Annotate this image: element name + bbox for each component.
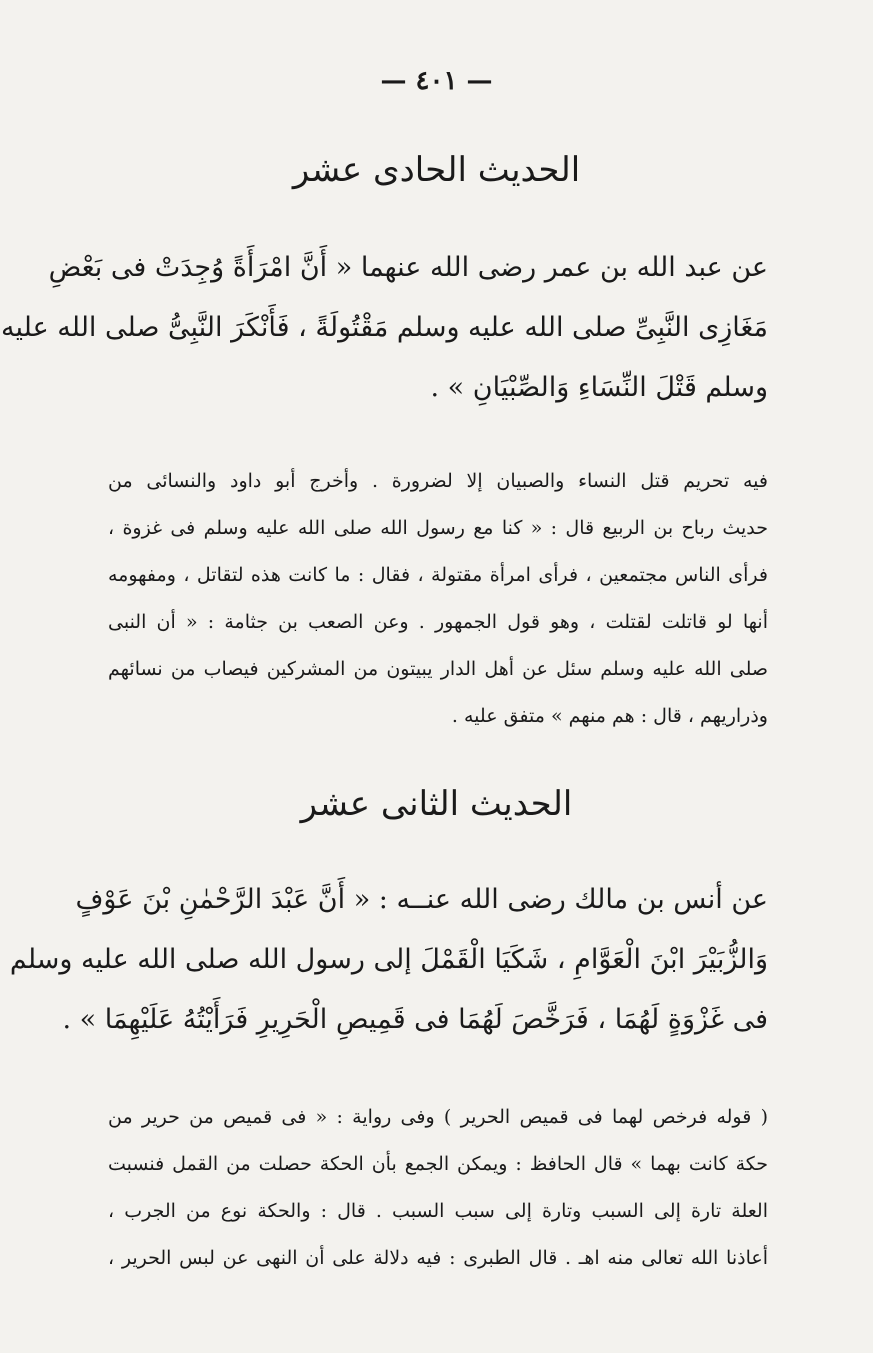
commentary-line: فيه تحريم قتل النساء والصبيان إلا لضرورة . وأخرج أبو داود والنسائى من <box>108 470 768 492</box>
commentary-12 <box>108 1094 768 1282</box>
commentary-line: أنها لو قاتلت لقتلت ، وهو قول الجمهور . وعن الصعب بن جثامة : « أن النبى <box>108 611 768 633</box>
hadith-text-11 <box>1 238 768 418</box>
hadith-text-12 <box>9 870 768 1050</box>
commentary-line: صلى الله عليه وسلم سئل عن أهل الدار يبيتون من المشركين فيصاب من نسائهم <box>108 658 768 680</box>
commentary-11 <box>108 458 768 740</box>
commentary-line: وذراريهم ، قال : هم منهم » متفق عليه . <box>451 705 768 727</box>
section-heading-hadith-12: الحديث الثانى عشر <box>300 784 573 824</box>
commentary-line: أعاذنا الله تعالى منه اهـ . قال الطبرى : فيه دلالة على أن النهى عن لبس الحرير ، <box>108 1247 768 1269</box>
hadith-line: عن عبد الله بن عمر رضى الله عنهما « أَنَّ امْرَأَةً وُجِدَتْ فى بَعْضِ <box>48 252 768 283</box>
commentary-line: حكة كانت بهما » قال الحافظ : ويمكن الجمع بأن الحكة حصلت من القمل فنسبت <box>108 1153 768 1175</box>
commentary-line: العلة تارة إلى السبب وتارة إلى سبب السبب . قال : والحكة نوع من الجرب ، <box>108 1200 768 1222</box>
page-number: — ٤٠١ — <box>380 66 493 96</box>
hadith-line: عن أنس بن مالك رضى الله عنــه : « أَنَّ عَبْدَ الرَّحْمٰنِ بْنَ عَوْفٍ <box>75 884 768 915</box>
hadith-line: وَالزُّبَيْرَ ابْنَ الْعَوَّامِ ، شَكَيَا الْقَمْلَ إلى رسول الله صلى الله عليه وسلم <box>9 944 768 975</box>
commentary-line: حديث رباح بن الربيع قال : « كنا مع رسول الله صلى الله عليه وسلم فى غزوة ، <box>108 517 768 539</box>
section-heading-hadith-11: الحديث الحادى عشر <box>292 150 581 190</box>
hadith-line: مَغَازِى النَّبِىِّ صلى الله عليه وسلم مَقْتُولَةً ، فَأَنْكَرَ النَّبِىُّ صلى الله عليه <box>1 312 768 343</box>
hadith-line: فى غَزْوَةٍ لَهُمَا ، فَرَخَّصَ لَهُمَا فى قَمِيصِ الْحَرِيرِ فَرَأَيْتُهُ عَلَيْهِمَا » . <box>62 1004 768 1035</box>
hadith-line: وسلم قَتْلَ النِّسَاءِ وَالصِّبْيَانِ » . <box>430 372 768 403</box>
commentary-line: ( قوله فرخص لهما فى قميص الحرير ) وفى رواية : « فى قميص من حرير من <box>108 1106 768 1128</box>
commentary-line: فرأى الناس مجتمعين ، فرأى امرأة مقتولة ، فقال : ما كانت هذه لتقاتل ، ومفهومه <box>108 564 768 586</box>
